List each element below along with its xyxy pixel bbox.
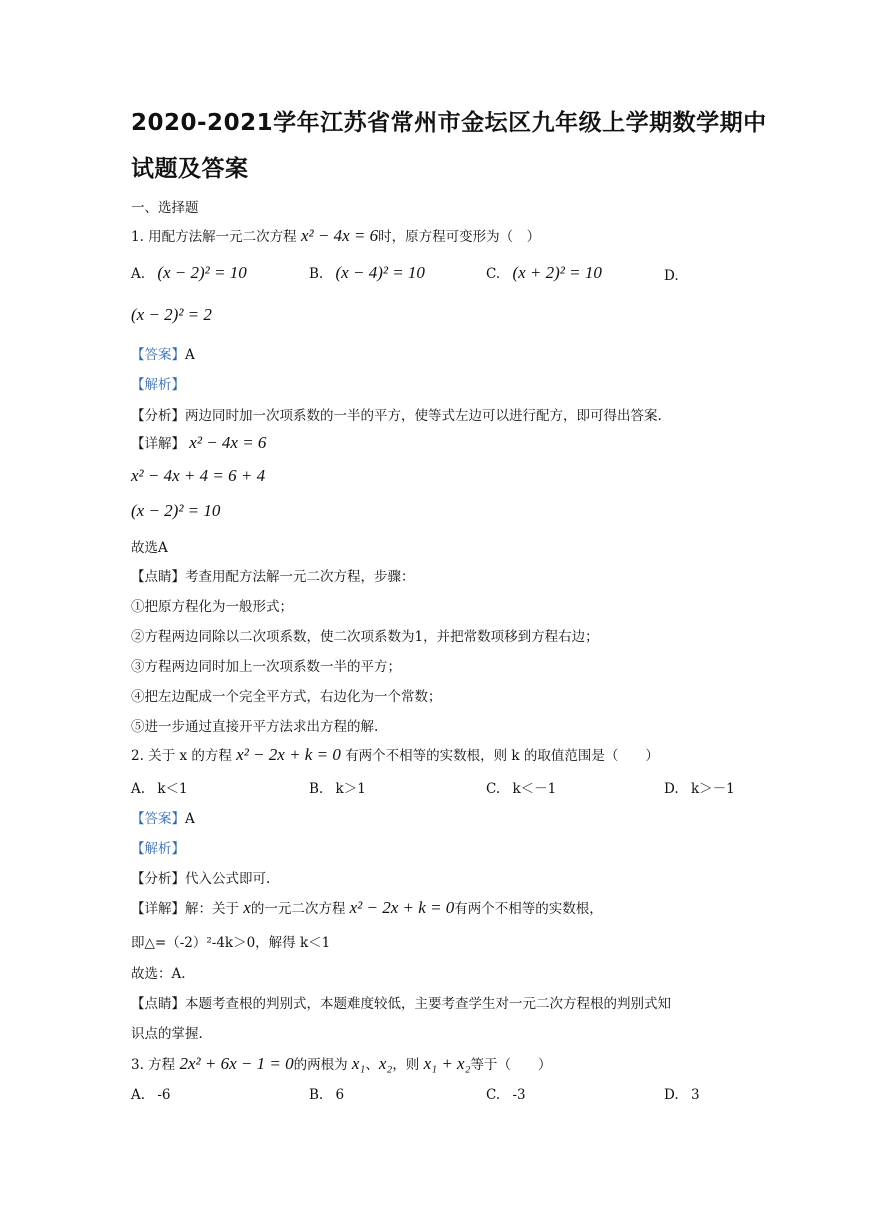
q1-comment-item-3: ③方程两边同时加上一次项系数一半的平方； [131, 659, 401, 675]
q1-equation: x² − 4x = 6 [300, 226, 379, 245]
option-text: (x − 2)² = 10 [157, 263, 247, 282]
option-text: -3 [512, 1087, 526, 1103]
q1-fenxi-line [131, 404, 662, 424]
q2-delta-line: 即△=（-2）²-4k＞0，解得 k＜1 [131, 935, 331, 951]
q1-comment-item-4: ④把左边配成一个完全平方式，右边化为一个常数； [131, 689, 442, 705]
q3-stem-mid2: ，则 [392, 1057, 420, 1073]
q1-comment-item-2: ②方程两边同除以二次项系数，使二次项系数为1，并把常数项移到方程右边； [131, 629, 599, 645]
detail-post: 有两个不相等的实数根， [454, 901, 603, 917]
option-text: k＜1 [157, 781, 188, 797]
comment-text: 本题考查根的判别式，本题难度较低，主要考查学生对一元二次方程根的判别式知 [185, 996, 671, 1012]
option-label: A. [131, 266, 146, 282]
q2-analysis-tag: 【解析】 [131, 841, 185, 857]
q1-step-3: (x − 2)² = 10 [131, 501, 221, 520]
comment-tag: 【点睛】 [131, 569, 185, 585]
comment-text: 考查用配方法解一元二次方程，步骤： [185, 569, 415, 585]
answer-tag: 【答案】 [131, 811, 185, 827]
q2-equation: x² − 2x + k = 0 [236, 745, 341, 764]
q2-option-b [309, 777, 366, 797]
q3-stem-mid: 的两根为 [293, 1057, 348, 1073]
q2-option-c [486, 777, 556, 797]
q2-detail-line [131, 897, 603, 918]
q3-equation: 2x² + 6x − 1 = 0 [179, 1054, 294, 1073]
question-2-stem [131, 744, 659, 765]
q1-answer-line [131, 343, 195, 363]
q2-comment-line-1 [131, 992, 671, 1012]
q1-option-c [486, 263, 602, 283]
q1-option-a [131, 263, 247, 283]
q2-option-a [131, 777, 188, 797]
option-text: 3 [690, 1087, 700, 1103]
fenxi-text: 两边同时加一次项系数的一半的平方，使等式左边可以进行配方，即可得出答案. [185, 408, 662, 424]
answer-tag: 【答案】 [131, 347, 185, 363]
option-label: A. [131, 1087, 146, 1103]
q1-step-2: x² − 4x + 4 = 6 + 4 [131, 466, 266, 485]
q2-conclusion: 故选：A. [131, 966, 186, 982]
q2-option-d [664, 777, 735, 797]
section-heading: 一、选择题 [131, 200, 199, 216]
q1-conclusion: 故选A [131, 540, 168, 556]
q3-option-d [664, 1087, 700, 1103]
q2-answer-line [131, 807, 195, 827]
question-3-stem [131, 1053, 552, 1074]
doc-title-line-2: 试题及答案 [131, 156, 249, 182]
option-label: B. [309, 1087, 324, 1103]
q1-stem-pre: 1. 用配方法解一元二次方程 [131, 229, 297, 245]
option-label: C. [486, 781, 501, 797]
option-label: C. [486, 266, 501, 282]
option-text: k＜－1 [512, 781, 557, 797]
q2-stem-pre: 2. 关于 x 的方程 [131, 748, 232, 764]
q3-root-2: x₂ [378, 1054, 393, 1073]
answer-value: A [185, 811, 195, 827]
question-1-stem [131, 225, 540, 246]
doc-title-line-1: 2020-2021学年江苏省常州市金坛区九年级上学期数学期中 [131, 110, 767, 136]
option-text: k＞1 [335, 781, 366, 797]
fenxi-tag: 【分析】 [131, 408, 185, 424]
q3-stem-pre: 3. 方程 [131, 1057, 176, 1073]
detail-equation: x² − 2x + k = 0 [349, 898, 455, 917]
q1-stem-post: 时，原方程可变形为（ ） [378, 229, 541, 245]
detail-tag: 【详解】 [131, 436, 185, 452]
q1-comment-line [131, 565, 415, 585]
q2-fenxi-line [131, 867, 270, 887]
option-label: B. [309, 781, 324, 797]
q1-option-b [309, 263, 425, 283]
option-text: (x + 2)² = 10 [512, 263, 602, 282]
q3-option-b [309, 1087, 344, 1103]
comment-tag: 【点睛】 [131, 996, 185, 1012]
detail-tag: 【详解】 [131, 901, 185, 917]
q3-root-1: x₁ [351, 1054, 366, 1073]
detail-mid: 的一元二次方程 [250, 901, 346, 917]
q1-comment-item-1: ①把原方程化为一般形式； [131, 599, 293, 615]
detail-pre: 解：关于 [185, 901, 239, 917]
q3-stem-post: 等于（ ） [470, 1057, 552, 1073]
option-label: D. [664, 1087, 679, 1103]
q1-step-1: x² − 4x = 6 [189, 433, 267, 452]
q3-sum: x₁ + x₂ [423, 1054, 471, 1073]
option-text: -6 [157, 1087, 171, 1103]
q1-comment-item-5: ⑤进一步通过直接开平方法求出方程的解. [131, 719, 379, 735]
option-label: C. [486, 1087, 501, 1103]
q2-comment-line-2: 识点的掌握. [131, 1026, 203, 1042]
answer-value: A [185, 347, 195, 363]
q1-option-d-text: (x − 2)² = 2 [131, 305, 212, 324]
fenxi-tag: 【分析】 [131, 871, 185, 887]
q3-option-c [486, 1087, 526, 1103]
q2-stem-post: 有两个不相等的实数根，则 k 的取值范围是（ ） [345, 748, 659, 764]
option-label: D. [664, 781, 679, 797]
q1-detail-line [131, 432, 266, 453]
option-label: B. [309, 266, 324, 282]
option-text: k＞－1 [690, 781, 735, 797]
q1-option-d-label: D. [664, 268, 679, 284]
q3-sep: 、 [365, 1057, 379, 1073]
option-text: 6 [335, 1087, 345, 1103]
option-text: (x − 4)² = 10 [335, 263, 425, 282]
q1-analysis-tag: 【解析】 [131, 377, 185, 393]
fenxi-text: 代入公式即可. [185, 871, 271, 887]
q3-option-a [131, 1087, 171, 1103]
detail-var: x [243, 898, 251, 917]
option-label: A. [131, 781, 146, 797]
